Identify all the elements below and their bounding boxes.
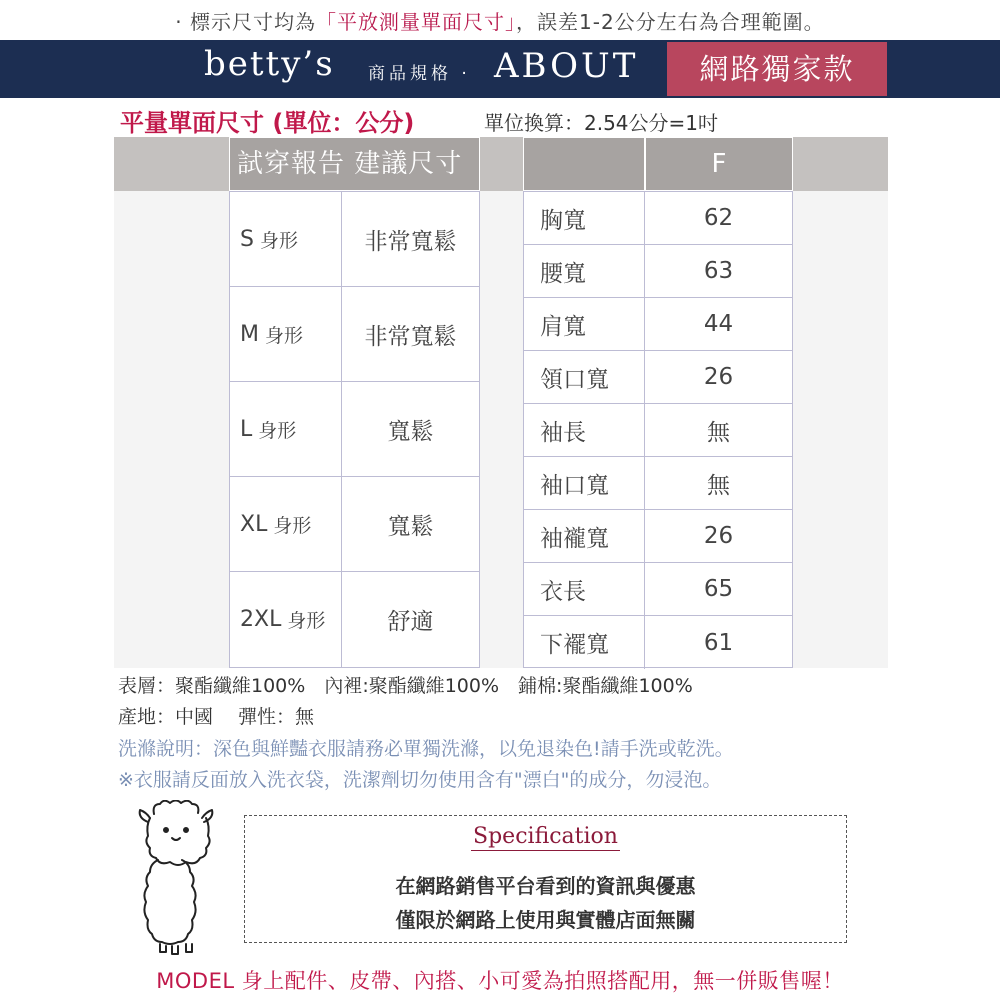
product-spec-label: 商品規格 ·: [368, 64, 471, 84]
fit-cell: 寬鬆: [387, 418, 434, 445]
specification-line-1: 在網路銷售平台看到的資訊與優惠: [395, 874, 696, 898]
fit-cell: 寬鬆: [387, 513, 434, 540]
size-label: XL: [240, 511, 268, 537]
measurement-table: [523, 191, 793, 668]
measure-value: 63: [703, 258, 734, 284]
origin-info: 產地：中國 彈性：無: [118, 706, 315, 728]
measure-label: 下襬寬: [524, 616, 645, 669]
size-label: M: [240, 321, 259, 347]
specification-title-text: Specification: [473, 824, 618, 849]
measure-row: [524, 457, 792, 510]
fit-row-xl: [230, 477, 479, 572]
size-cell: [230, 287, 342, 381]
online-exclusive-badge: 網路獨家款: [667, 42, 887, 96]
measure-row: [524, 563, 792, 616]
header-banner: [0, 40, 1000, 98]
fit-cell: 非常寬鬆: [364, 323, 457, 350]
unit-conversion: 單位換算：2.54公分=1吋: [484, 111, 719, 135]
wash-note: ※衣服請反面放入洗衣袋，洗潔劑切勿使用含有"漂白"的成分，勿浸泡。: [118, 769, 722, 791]
size-suffix: 身形: [273, 514, 312, 537]
top-note-after: ，誤差1-2公分左右為合理範圍。: [516, 10, 825, 34]
measure-label: 胸寬: [524, 192, 645, 244]
fit-cell: 非常寬鬆: [364, 228, 457, 255]
measure-label: 領口寬: [524, 351, 645, 403]
size-cell: [230, 477, 342, 571]
measure-row: [524, 298, 792, 351]
brand-logo: betty’s: [204, 44, 335, 84]
size-label: 2XL: [240, 607, 282, 632]
measure-row: [524, 351, 792, 404]
measure-value: 62: [703, 205, 734, 231]
measure-row: [524, 245, 792, 298]
measure-value: 26: [703, 523, 734, 549]
measure-row: [524, 510, 792, 563]
measure-label: 衣長: [524, 563, 645, 615]
top-note: [0, 6, 1000, 35]
size-label: L: [240, 416, 253, 442]
top-note-before: · 標示尺寸均為: [175, 10, 317, 34]
size-suffix: 身形: [258, 419, 297, 442]
wash-instructions: 洗滌說明：深色與鮮豔衣服請務必單獨洗滌，以免退染色!請手洗或乾洗。: [118, 738, 734, 760]
measure-row: [524, 404, 792, 457]
fit-report-header: 試穿報告 建議尺寸: [229, 137, 480, 191]
size-cell: [230, 382, 342, 476]
fit-row-2xl: [230, 572, 479, 667]
fit-row-l: [230, 382, 479, 477]
measure-label: 袖襱寬: [524, 510, 645, 562]
size-label: S: [240, 226, 254, 252]
model-disclaimer: MODEL 身上配件、皮帶、內搭、小可愛為拍照搭配用，無一併販售喔！: [156, 969, 844, 993]
fit-report-table: [229, 191, 480, 668]
measure-value: 無: [707, 419, 730, 446]
size-suffix: 身形: [287, 610, 326, 632]
measure-label: 袖長: [524, 404, 645, 456]
size-suffix: 身形: [259, 229, 298, 252]
measure-value: 65: [703, 576, 734, 602]
alpaca-icon: [134, 800, 218, 956]
fit-row-m: [230, 287, 479, 382]
about-label: ABOUT: [494, 46, 639, 86]
measure-label: 肩寬: [524, 298, 645, 350]
size-cell: [230, 192, 342, 286]
measure-value: 無: [707, 472, 730, 499]
material-info: 表層：聚酯纖維100% 內裡:聚酯纖維100% 鋪棉:聚酯纖維100%: [118, 675, 693, 697]
measure-label: 腰寬: [524, 245, 645, 297]
size-cell: [230, 572, 342, 667]
section-title: 平量單面尺寸 (單位：公分): [120, 109, 415, 137]
top-note-highlight: 「平放測量單面尺寸」: [316, 10, 517, 34]
measure-row: [524, 192, 792, 245]
specification-title: [245, 824, 846, 849]
measure-value: 44: [703, 311, 734, 337]
measure-value: 26: [703, 364, 734, 390]
fit-cell: 舒適: [387, 609, 434, 635]
size-f-header: F: [645, 137, 793, 191]
specification-line-2: 僅限於網路上使用與實體店面無關: [395, 908, 696, 932]
measure-value: 61: [703, 629, 734, 656]
size-suffix: 身形: [264, 324, 303, 347]
measure-label: 袖口寬: [524, 457, 645, 509]
specification-box: [244, 815, 847, 943]
fit-row-s: [230, 192, 479, 287]
measure-header-blank: [523, 137, 645, 191]
measure-row: [524, 616, 792, 669]
